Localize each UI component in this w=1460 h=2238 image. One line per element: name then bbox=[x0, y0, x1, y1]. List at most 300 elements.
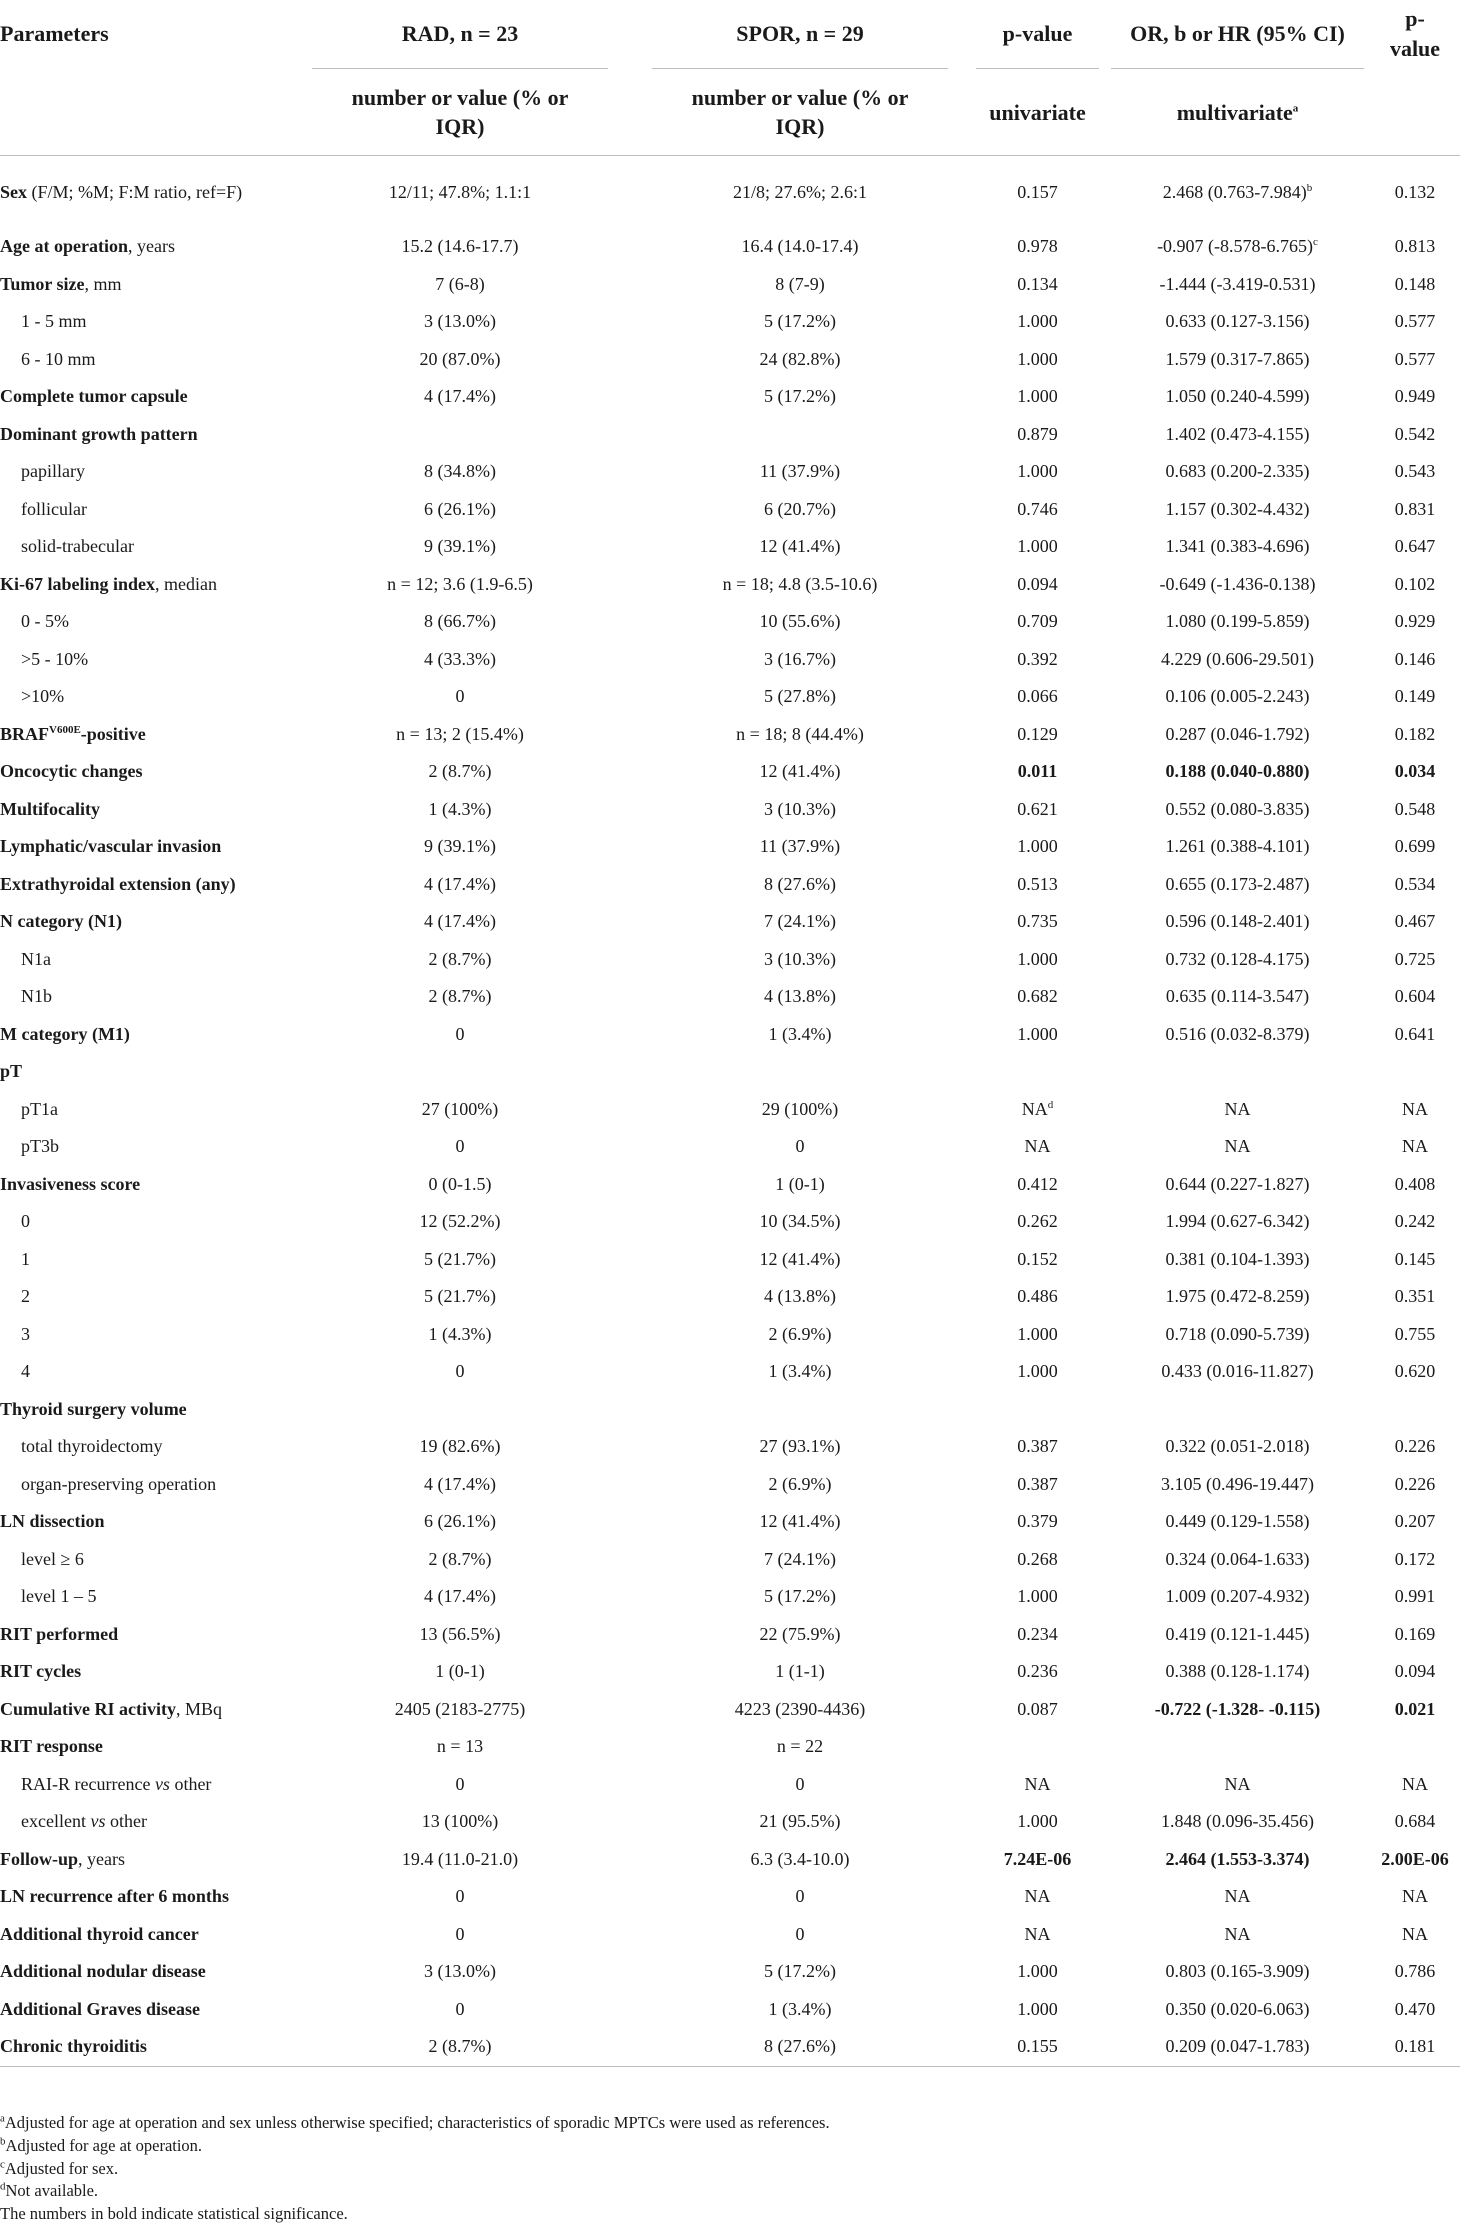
cell-pvalue-multi bbox=[1370, 978, 1460, 1016]
cell-rad-text: n = 12; 3.6 (1.9-6.5) bbox=[387, 573, 533, 594]
row-label-suffix: , years bbox=[127, 236, 175, 257]
cell-pvalue-uni-text: 1.000 bbox=[1017, 536, 1058, 557]
cell-spor bbox=[630, 1991, 970, 2029]
cell-rad bbox=[290, 1128, 630, 1166]
row-label bbox=[0, 678, 290, 716]
row-label bbox=[0, 903, 290, 941]
cell-spor bbox=[630, 416, 970, 454]
row-label bbox=[0, 266, 290, 304]
cell-pvalue-uni bbox=[970, 1128, 1105, 1166]
table-row bbox=[0, 1916, 1460, 1954]
cell-spor bbox=[630, 1916, 970, 1954]
cell-pvalue-uni bbox=[970, 753, 1105, 791]
row-label-text: LN dissection bbox=[0, 1511, 105, 1532]
footnote-marker: a bbox=[0, 2112, 5, 2125]
cell-pvalue-uni-text: 0.682 bbox=[1017, 986, 1058, 1007]
cell-pvalue-uni bbox=[970, 1616, 1105, 1654]
cell-or bbox=[1105, 903, 1370, 941]
cell-pvalue-multi-text: 0.169 bbox=[1394, 1623, 1436, 1644]
cell-or-text: -1.444 (-3.419-0.531) bbox=[1159, 273, 1316, 294]
row-label bbox=[0, 941, 290, 979]
cell-rad bbox=[290, 1766, 630, 1804]
cell-spor-text: 8 (27.6%) bbox=[764, 873, 836, 894]
cell-pvalue-multi bbox=[1370, 641, 1460, 679]
cell-pvalue-multi-text: 0.226 bbox=[1394, 1436, 1436, 1457]
cell-pvalue-multi-text: 0.207 bbox=[1394, 1511, 1436, 1532]
cell-pvalue-uni-text: 1.000 bbox=[1017, 1361, 1058, 1382]
row-label-text: level ≥ 6 bbox=[21, 1548, 84, 1569]
cell-or-text: 0.516 (0.032-8.379) bbox=[1165, 1023, 1310, 1044]
cell-spor bbox=[630, 978, 970, 1016]
cell-pvalue-uni-text: 0.621 bbox=[1017, 798, 1058, 819]
cell-or bbox=[1105, 1841, 1370, 1879]
cell-spor-text: 3 (16.7%) bbox=[764, 648, 836, 669]
cell-spor bbox=[630, 1316, 970, 1354]
table-row bbox=[0, 603, 1460, 641]
cell-spor bbox=[630, 1841, 970, 1879]
cell-pvalue-multi-text: 0.102 bbox=[1394, 573, 1436, 594]
cell-or bbox=[1105, 716, 1370, 754]
row-label bbox=[0, 1466, 290, 1504]
cell-rad bbox=[290, 2028, 630, 2066]
table-row bbox=[0, 378, 1460, 416]
cell-rad-text: 9 (39.1%) bbox=[424, 836, 496, 857]
cell-or bbox=[1105, 828, 1370, 866]
cell-rad bbox=[290, 1541, 630, 1579]
row-label bbox=[0, 1991, 290, 2029]
cell-pvalue-multi bbox=[1370, 828, 1460, 866]
cell-pvalue-uni-text: 0.094 bbox=[1017, 573, 1058, 594]
cell-rad bbox=[290, 641, 630, 679]
cell-pvalue-uni bbox=[970, 1728, 1105, 1766]
table-row bbox=[0, 528, 1460, 566]
cell-rad bbox=[290, 1728, 630, 1766]
cell-rad-text: 3 (13.0%) bbox=[424, 311, 496, 332]
cell-rad-text: 19.4 (11.0-21.0) bbox=[401, 1848, 519, 1869]
row-label-text: Cumulative RI activity bbox=[0, 1698, 176, 1719]
cell-or bbox=[1105, 1953, 1370, 1991]
cell-pvalue-multi-text: 0.172 bbox=[1394, 1548, 1436, 1569]
row-label-text: RAI-R recurrence bbox=[21, 1773, 155, 1794]
cell-or-text: 1.341 (0.383-4.696) bbox=[1165, 536, 1310, 557]
cell-spor bbox=[630, 1541, 970, 1579]
cell-rad bbox=[290, 1353, 630, 1391]
cell-pvalue-uni-text: 1.000 bbox=[1017, 1323, 1058, 1344]
cell-pvalue-multi-text: 0.149 bbox=[1394, 686, 1436, 707]
cell-or-text: 0.552 (0.080-3.835) bbox=[1165, 798, 1310, 819]
cell-pvalue-multi-text: 0.146 bbox=[1394, 648, 1436, 669]
cell-pvalue-multi-text: NA bbox=[1402, 1923, 1428, 1944]
row-label bbox=[0, 753, 290, 791]
cell-or-text: 0.209 (0.047-1.783) bbox=[1165, 2036, 1310, 2057]
header-pvalue-multi-text: p-value bbox=[1389, 6, 1441, 61]
row-label bbox=[0, 1878, 290, 1916]
cell-pvalue-multi-text: 0.145 bbox=[1394, 1248, 1436, 1269]
cell-spor-text: 11 (37.9%) bbox=[759, 836, 841, 857]
cell-or-text: 3.105 (0.496-19.447) bbox=[1161, 1473, 1314, 1494]
table-row bbox=[0, 1128, 1460, 1166]
cell-rad bbox=[290, 1053, 630, 1091]
cell-or-text: -0.722 (-1.328- -0.115) bbox=[1154, 1698, 1321, 1719]
cell-pvalue-uni-text: 0.387 bbox=[1017, 1473, 1058, 1494]
cell-pvalue-multi-text: 0.543 bbox=[1394, 461, 1436, 482]
row-label bbox=[0, 1953, 290, 1991]
cell-pvalue-uni-text: 0.387 bbox=[1017, 1436, 1058, 1457]
table-row bbox=[0, 453, 1460, 491]
row-label bbox=[0, 828, 290, 866]
cell-pvalue-uni-text: 0.011 bbox=[1017, 761, 1058, 782]
cell-spor bbox=[630, 228, 970, 266]
cell-spor-text: 0 bbox=[795, 1923, 805, 1944]
table-row bbox=[0, 1691, 1460, 1729]
cell-pvalue-multi bbox=[1370, 1541, 1460, 1579]
row-label-text: pT1a bbox=[21, 1098, 58, 1119]
cell-or-text: 0.732 (0.128-4.175) bbox=[1165, 948, 1310, 969]
cell-spor-text: 27 (93.1%) bbox=[759, 1436, 841, 1457]
cell-pvalue-uni bbox=[970, 978, 1105, 1016]
row-label-text: 6 - 10 mm bbox=[21, 348, 96, 369]
cell-pvalue-multi-text: 0.242 bbox=[1394, 1211, 1436, 1232]
cell-pvalue-multi bbox=[1370, 1128, 1460, 1166]
cell-pvalue-uni-text: NA bbox=[1024, 1923, 1051, 1944]
cell-spor-text: 0 bbox=[795, 1886, 805, 1907]
cell-or bbox=[1105, 1653, 1370, 1691]
cell-or-text: 0.381 (0.104-1.393) bbox=[1165, 1248, 1310, 1269]
cell-rad-text: n = 13; 2 (15.4%) bbox=[396, 723, 524, 744]
cell-rad bbox=[290, 1166, 630, 1204]
cell-pvalue-multi-text: 0.684 bbox=[1394, 1811, 1436, 1832]
table-row bbox=[0, 1803, 1460, 1841]
cell-pvalue-uni-text: 0.379 bbox=[1017, 1511, 1058, 1532]
cell-pvalue-uni bbox=[970, 1091, 1105, 1129]
cell-pvalue-multi bbox=[1370, 1166, 1460, 1204]
cell-or bbox=[1105, 1053, 1370, 1091]
cell-or-text: 0.683 (0.200-2.335) bbox=[1165, 461, 1310, 482]
cell-pvalue-multi-text: NA bbox=[1402, 1773, 1428, 1794]
cell-pvalue-multi bbox=[1370, 678, 1460, 716]
header-pvalue-multi bbox=[1370, 0, 1460, 68]
cell-rad-text: 13 (56.5%) bbox=[419, 1623, 501, 1644]
footnote bbox=[0, 2112, 1460, 2135]
cell-rad-text: 15.2 (14.6-17.7) bbox=[401, 236, 519, 257]
row-label bbox=[0, 2028, 290, 2066]
cell-pvalue-uni bbox=[970, 1803, 1105, 1841]
row-label-text: Oncocytic changes bbox=[0, 761, 143, 782]
row-label bbox=[0, 1091, 290, 1129]
cell-pvalue-uni bbox=[970, 1653, 1105, 1691]
table-bottom-line bbox=[0, 2066, 1460, 2067]
cell-rad-text: 7 (6-8) bbox=[435, 273, 485, 294]
cell-or bbox=[1105, 416, 1370, 454]
cell-spor bbox=[630, 1728, 970, 1766]
row-label-suffix: (F/M; %M; F:M ratio, ref=F) bbox=[27, 181, 243, 202]
cell-or-text: 0.644 (0.227-1.827) bbox=[1165, 1173, 1310, 1194]
cell-or bbox=[1105, 978, 1370, 1016]
header-rad: RAD, n = 23 bbox=[401, 21, 519, 46]
cell-spor bbox=[630, 678, 970, 716]
cell-spor bbox=[630, 1953, 970, 1991]
cell-or bbox=[1105, 1691, 1370, 1729]
cell-spor bbox=[630, 828, 970, 866]
table-row bbox=[0, 1391, 1460, 1429]
cell-pvalue-multi bbox=[1370, 1991, 1460, 2029]
cell-pvalue-multi bbox=[1370, 1766, 1460, 1804]
cell-rad-text: 0 bbox=[455, 1773, 465, 1794]
row-label bbox=[0, 1503, 290, 1541]
row-label-text: organ-preserving operation bbox=[21, 1473, 217, 1494]
cell-or-text: -0.649 (-1.436-0.138) bbox=[1159, 573, 1316, 594]
row-label-suffix: , MBq bbox=[175, 1698, 222, 1719]
row-label-text: Chronic thyroiditis bbox=[0, 2036, 147, 2057]
row-label bbox=[0, 866, 290, 904]
cell-rad bbox=[290, 828, 630, 866]
cell-pvalue-uni bbox=[970, 1166, 1105, 1204]
cell-or bbox=[1105, 1541, 1370, 1579]
cell-or bbox=[1105, 1241, 1370, 1279]
cell-pvalue-uni bbox=[970, 716, 1105, 754]
cell-pvalue-multi bbox=[1370, 266, 1460, 304]
cell-spor-text: 4 (13.8%) bbox=[764, 1286, 836, 1307]
row-label-text: Ki-67 labeling index bbox=[0, 573, 156, 594]
cell-spor bbox=[630, 603, 970, 641]
row-label bbox=[0, 1653, 290, 1691]
cell-or-text: 0.655 (0.173-2.487) bbox=[1165, 873, 1310, 894]
cell-pvalue-multi bbox=[1370, 528, 1460, 566]
cell-rad bbox=[290, 1991, 630, 2029]
cell-or-text: 0.388 (0.128-1.174) bbox=[1165, 1661, 1310, 1682]
footnote-text: Adjusted for sex. bbox=[4, 2158, 119, 2178]
cell-pvalue-uni bbox=[970, 1503, 1105, 1541]
cell-spor-text: 6.3 (3.4-10.0) bbox=[750, 1848, 850, 1869]
cell-spor-text: 1 (0-1) bbox=[775, 1173, 825, 1194]
cell-pvalue-uni bbox=[970, 941, 1105, 979]
cell-or bbox=[1105, 1278, 1370, 1316]
cell-or bbox=[1105, 1616, 1370, 1654]
cell-or-text: 0.188 (0.040-0.880) bbox=[1165, 761, 1310, 782]
cell-pvalue-sup: d bbox=[1047, 1098, 1054, 1111]
row-label-text: RIT response bbox=[0, 1736, 103, 1757]
row-label-text: Age at operation bbox=[0, 236, 128, 257]
row-label-em: vs bbox=[90, 1811, 106, 1832]
row-label-text: Invasiveness score bbox=[0, 1173, 141, 1194]
cell-rad-text: 0 bbox=[455, 1361, 465, 1382]
cell-pvalue-multi-text: 0.021 bbox=[1394, 1698, 1436, 1719]
row-label-text: Complete tumor capsule bbox=[0, 386, 188, 407]
row-label bbox=[0, 1016, 290, 1054]
cell-rad bbox=[290, 1803, 630, 1841]
row-label-text: Multifocality bbox=[0, 798, 100, 819]
cell-pvalue-multi-text: 0.620 bbox=[1394, 1361, 1436, 1382]
row-label bbox=[0, 1053, 290, 1091]
cell-pvalue-uni-text: NA bbox=[1021, 1098, 1048, 1119]
header-parameters: Parameters bbox=[0, 21, 109, 46]
cell-or-text: NA bbox=[1224, 1136, 1251, 1157]
cell-pvalue-uni-text: 1.000 bbox=[1017, 461, 1058, 482]
table-row bbox=[0, 1278, 1460, 1316]
cell-pvalue-multi bbox=[1370, 1916, 1460, 1954]
cell-rad bbox=[290, 941, 630, 979]
cell-rad bbox=[290, 903, 630, 941]
footnote-marker: d bbox=[0, 2180, 6, 2193]
cell-rad bbox=[290, 603, 630, 641]
cell-pvalue-multi bbox=[1370, 1578, 1460, 1616]
row-label-text: pT3b bbox=[21, 1136, 59, 1157]
cell-pvalue-multi bbox=[1370, 1353, 1460, 1391]
cell-or bbox=[1105, 1991, 1370, 2029]
cell-spor-text: 5 (17.2%) bbox=[764, 386, 836, 407]
cell-pvalue-multi-text: 0.647 bbox=[1394, 536, 1436, 557]
cell-spor-text: 4223 (2390-4436) bbox=[734, 1698, 866, 1719]
cell-or-text: 1.975 (0.472-8.259) bbox=[1165, 1286, 1310, 1307]
cell-pvalue-uni-text: 0.268 bbox=[1017, 1548, 1058, 1569]
row-label-tail: other bbox=[169, 1773, 212, 1794]
row-label-text: 2 bbox=[21, 1286, 30, 1307]
cell-rad-text: 2 (8.7%) bbox=[428, 1548, 492, 1569]
cell-spor-text: 0 bbox=[795, 1773, 805, 1794]
cell-rad-text: 2405 (2183-2775) bbox=[394, 1698, 526, 1719]
cell-rad-text: 6 (26.1%) bbox=[424, 498, 496, 519]
subheader-row bbox=[0, 69, 1460, 156]
cell-spor bbox=[630, 1241, 970, 1279]
cell-spor-text: n = 18; 4.8 (3.5-10.6) bbox=[722, 573, 878, 594]
table-row bbox=[0, 1428, 1460, 1466]
table-row bbox=[0, 491, 1460, 529]
row-label bbox=[0, 453, 290, 491]
cell-pvalue-uni bbox=[970, 1053, 1105, 1091]
table-row bbox=[0, 1353, 1460, 1391]
cell-pvalue-multi-text: 0.408 bbox=[1394, 1173, 1436, 1194]
cell-spor bbox=[630, 491, 970, 529]
row-label-text: excellent bbox=[21, 1811, 91, 1832]
cell-pvalue-uni bbox=[970, 1841, 1105, 1879]
cell-pvalue-uni bbox=[970, 156, 1105, 228]
row-label-text: level 1 – 5 bbox=[21, 1586, 97, 1607]
cell-pvalue-multi bbox=[1370, 1803, 1460, 1841]
cell-or-text: 0.718 (0.090-5.739) bbox=[1165, 1323, 1310, 1344]
footnote-marker: c bbox=[0, 2158, 5, 2171]
cell-spor bbox=[630, 753, 970, 791]
cell-pvalue-multi bbox=[1370, 1278, 1460, 1316]
table-row bbox=[0, 791, 1460, 829]
cell-or bbox=[1105, 1916, 1370, 1954]
cell-rad bbox=[290, 866, 630, 904]
cell-spor-text: 12 (41.4%) bbox=[759, 536, 841, 557]
cell-pvalue-uni-text: 0.157 bbox=[1017, 181, 1058, 202]
row-label-text: Additional nodular disease bbox=[0, 1961, 206, 1982]
cell-or-text: 1.157 (0.302-4.432) bbox=[1165, 498, 1310, 519]
row-label bbox=[0, 341, 290, 379]
cell-spor bbox=[630, 1803, 970, 1841]
table-row bbox=[0, 1653, 1460, 1691]
cell-rad bbox=[290, 1503, 630, 1541]
table-body bbox=[0, 156, 1460, 2067]
cell-spor bbox=[630, 2028, 970, 2066]
row-label bbox=[0, 978, 290, 1016]
cell-spor bbox=[630, 1203, 970, 1241]
cell-pvalue-uni bbox=[970, 341, 1105, 379]
footnote bbox=[0, 2203, 1460, 2226]
cell-pvalue-uni-text: 0.262 bbox=[1017, 1211, 1058, 1232]
cell-pvalue-multi bbox=[1370, 716, 1460, 754]
cell-pvalue-multi-text: 0.699 bbox=[1394, 836, 1436, 857]
cell-or-text: NA bbox=[1224, 1098, 1251, 1119]
cell-or bbox=[1105, 378, 1370, 416]
row-label-text: 4 bbox=[21, 1361, 30, 1382]
row-label-text: Tumor size bbox=[0, 273, 85, 294]
cell-rad-text: 4 (17.4%) bbox=[424, 911, 496, 932]
row-label-text: M category (M1) bbox=[0, 1023, 130, 1044]
cell-pvalue-multi-text: 0.755 bbox=[1394, 1323, 1436, 1344]
cell-spor bbox=[630, 1466, 970, 1504]
cell-or bbox=[1105, 1503, 1370, 1541]
cell-spor-text: 22 (75.9%) bbox=[759, 1623, 841, 1644]
cell-rad bbox=[290, 1466, 630, 1504]
cell-spor-text: n = 22 bbox=[776, 1736, 824, 1757]
row-label bbox=[0, 228, 290, 266]
cell-pvalue-uni-text: 0.236 bbox=[1017, 1661, 1058, 1682]
cell-or-sup: c bbox=[1313, 236, 1318, 249]
cell-spor-text: 5 (27.8%) bbox=[764, 686, 836, 707]
table-row bbox=[0, 1991, 1460, 2029]
table-row bbox=[0, 1728, 1460, 1766]
table-row bbox=[0, 1841, 1460, 1879]
cell-rad bbox=[290, 341, 630, 379]
cell-pvalue-uni bbox=[970, 378, 1105, 416]
cell-pvalue-uni-text: 0.486 bbox=[1017, 1286, 1058, 1307]
row-label-text: Lymphatic/vascular invasion bbox=[0, 836, 222, 857]
cell-pvalue-multi-text: 0.181 bbox=[1394, 2036, 1436, 2057]
cell-pvalue-multi-text: 0.182 bbox=[1394, 723, 1436, 744]
cell-pvalue-uni-text: 0.735 bbox=[1017, 911, 1058, 932]
cell-pvalue-multi bbox=[1370, 603, 1460, 641]
table-row bbox=[0, 1578, 1460, 1616]
cell-pvalue-multi bbox=[1370, 753, 1460, 791]
cell-or bbox=[1105, 1428, 1370, 1466]
row-label bbox=[0, 1391, 290, 1429]
table-row bbox=[0, 1616, 1460, 1654]
cell-rad-text: 6 (26.1%) bbox=[424, 1511, 496, 1532]
cell-pvalue-multi bbox=[1370, 491, 1460, 529]
cell-pvalue-uni-text: 1.000 bbox=[1017, 1586, 1058, 1607]
cell-rad-text: 12/11; 47.8%; 1.1:1 bbox=[388, 181, 532, 202]
cell-spor-text: 11 (37.9%) bbox=[759, 461, 841, 482]
cell-pvalue-multi bbox=[1370, 2028, 1460, 2066]
cell-spor-text: 1 (3.4%) bbox=[768, 1998, 832, 2019]
cell-pvalue-uni-text: 0.879 bbox=[1017, 423, 1058, 444]
cell-spor-text: 8 (27.6%) bbox=[764, 2036, 836, 2057]
row-label-text: >5 - 10% bbox=[21, 648, 89, 669]
row-label-text: Extrathyroidal extension (any) bbox=[0, 873, 236, 894]
cell-rad-text: 4 (17.4%) bbox=[424, 1586, 496, 1607]
cell-pvalue-uni bbox=[970, 416, 1105, 454]
header-spor: SPOR, n = 29 bbox=[736, 21, 864, 46]
cell-spor-text: 29 (100%) bbox=[761, 1098, 839, 1119]
cell-spor-text: 6 (20.7%) bbox=[764, 498, 836, 519]
cell-pvalue-multi-text: 0.641 bbox=[1394, 1023, 1436, 1044]
cell-pvalue-multi-text: 0.351 bbox=[1394, 1286, 1436, 1307]
cell-pvalue-uni-text: NA bbox=[1024, 1773, 1051, 1794]
cell-pvalue-multi-text: 0.725 bbox=[1394, 948, 1436, 969]
cell-or bbox=[1105, 641, 1370, 679]
cell-rad bbox=[290, 1091, 630, 1129]
cell-pvalue-multi-text: 0.813 bbox=[1394, 236, 1436, 257]
cell-or-text: 0.449 (0.129-1.558) bbox=[1165, 1511, 1310, 1532]
row-label-text: Additional thyroid cancer bbox=[0, 1923, 199, 1944]
row-label bbox=[0, 528, 290, 566]
cell-pvalue-uni bbox=[970, 228, 1105, 266]
cell-pvalue-multi-text: 0.534 bbox=[1394, 873, 1436, 894]
cell-pvalue-uni bbox=[970, 566, 1105, 604]
